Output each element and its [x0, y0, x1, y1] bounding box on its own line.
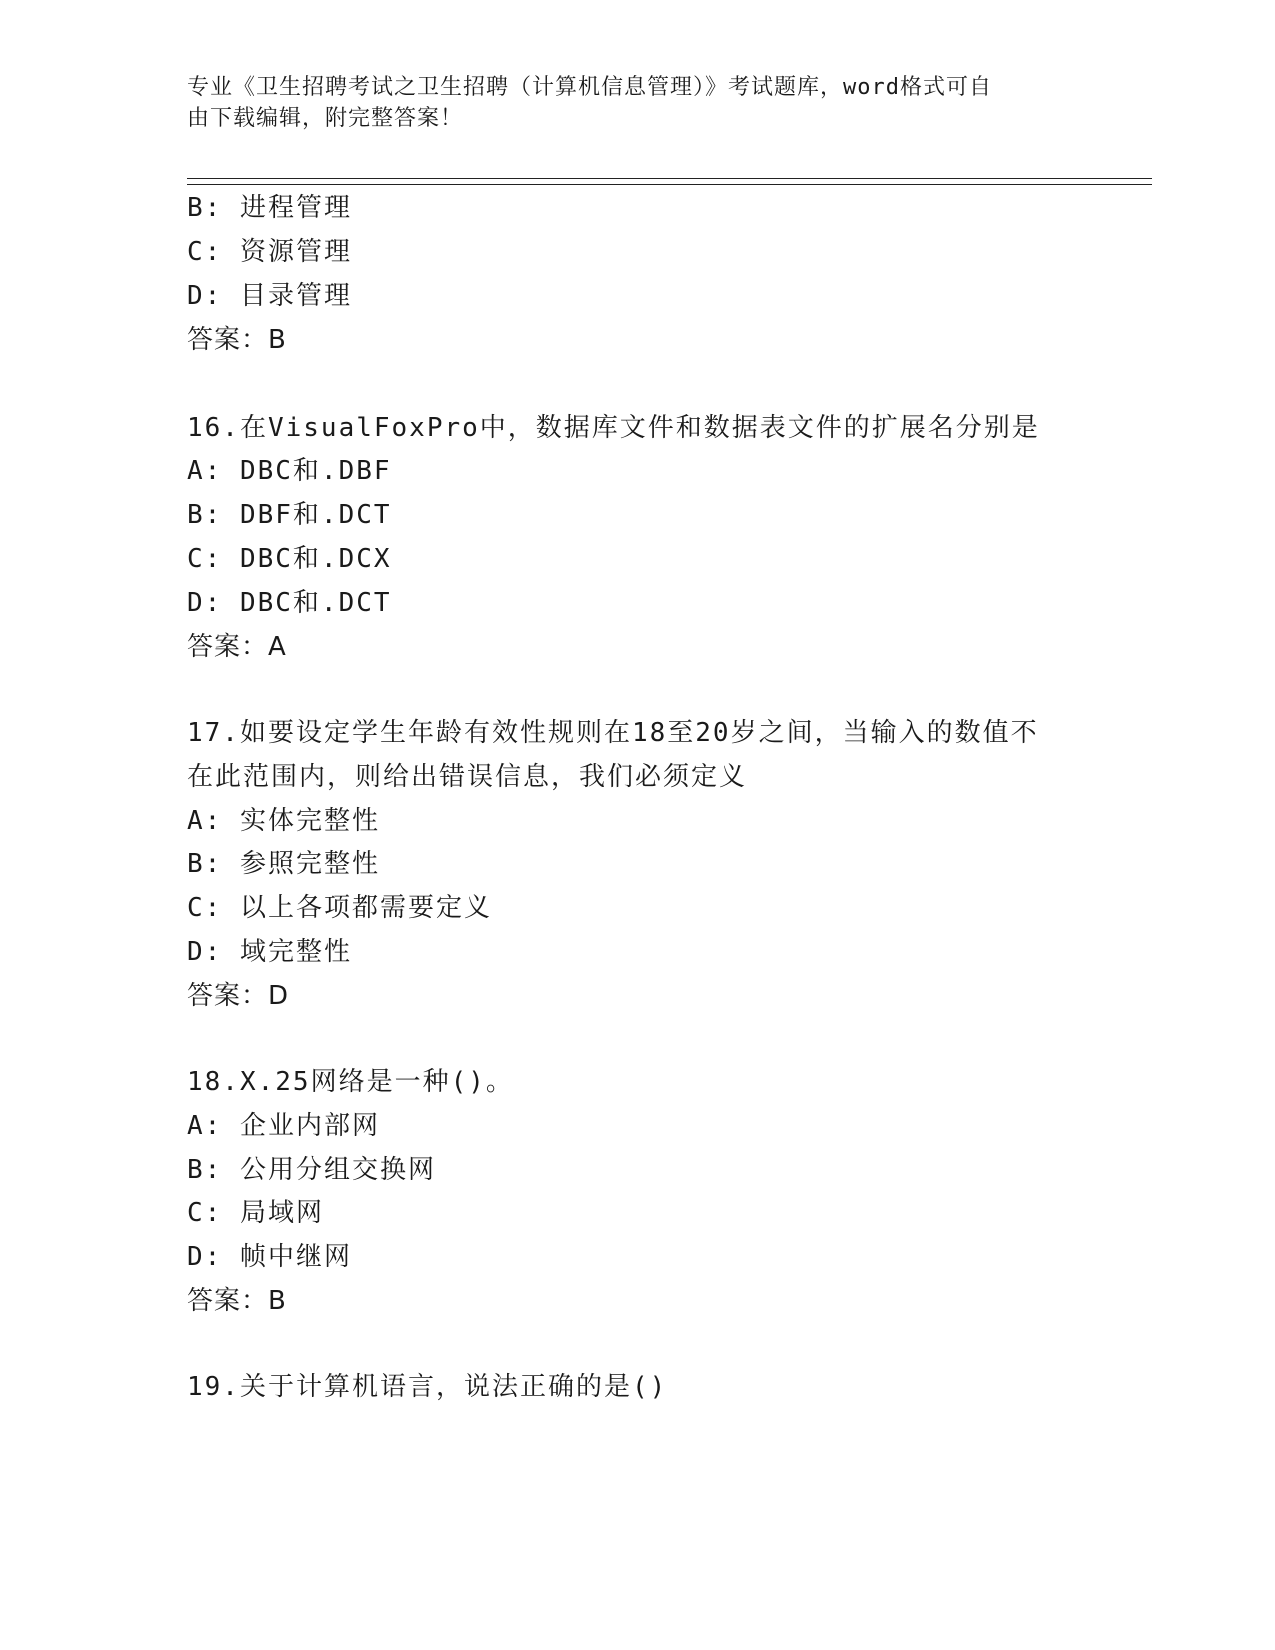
q16-option-c: C: DBC和.DCX — [187, 544, 392, 574]
q16-option-a: A: DBC和.DBF — [187, 456, 392, 486]
q17-option-a: A: 实体完整性 — [187, 806, 380, 836]
document-header — [187, 72, 1067, 134]
q17-option-d: D: 域完整性 — [187, 937, 352, 967]
q15-option-c: C: 资源管理 — [187, 237, 352, 267]
header-line-1: 专业《卫生招聘考试之卫生招聘（计算机信息管理）》考试题库，word格式可自 — [187, 75, 992, 100]
q18-option-b: B: 公用分组交换网 — [187, 1155, 436, 1185]
q19-question: 19.关于计算机语言，说法正确的是() — [187, 1372, 668, 1402]
header-divider-top — [187, 178, 1152, 179]
q16-option-b: B: DBF和.DCT — [187, 500, 392, 530]
header-divider-bottom — [187, 184, 1152, 185]
q17-question-line-2: 在此范围内，则给出错误信息，我们必须定义 — [187, 762, 748, 792]
header-line-2: 由下载编辑，附完整答案！ — [187, 106, 464, 131]
q18-option-d: D: 帧中继网 — [187, 1242, 352, 1272]
q17-answer: 答案：D — [187, 981, 290, 1011]
q18-question: 18.X.25网络是一种()。 — [187, 1067, 514, 1097]
q17-option-b: B: 参照完整性 — [187, 849, 380, 879]
q16-answer: 答案：A — [187, 632, 287, 662]
q18-option-c: C: 局域网 — [187, 1198, 324, 1228]
q15-option-d: D: 目录管理 — [187, 281, 352, 311]
q17-question-line-1: 17.如要设定学生年龄有效性规则在18至20岁之间，当输入的数值不 — [187, 718, 1039, 748]
q17-option-c: C: 以上各项都需要定义 — [187, 893, 492, 923]
q16-option-d: D: DBC和.DCT — [187, 588, 392, 618]
q18-option-a: A: 企业内部网 — [187, 1111, 380, 1141]
q15-answer: 答案：B — [187, 325, 287, 355]
q18-answer: 答案：B — [187, 1286, 287, 1316]
q16-question: 16.在VisualFoxPro中，数据库文件和数据表文件的扩展名分别是 — [187, 413, 1040, 443]
q15-option-b: B: 进程管理 — [187, 193, 352, 223]
